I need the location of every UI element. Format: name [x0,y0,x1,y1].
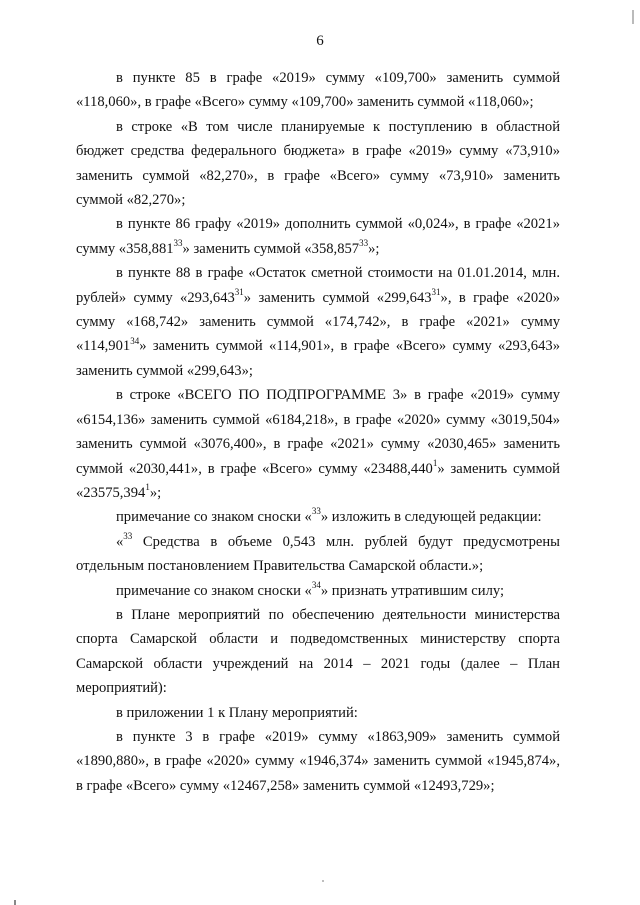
paragraph [76,579,560,603]
paragraph [76,115,560,213]
footnote-ref: 1 [432,457,438,468]
paragraph [76,212,560,261]
paragraph-text: » признать утратившим силу; [320,582,505,599]
footnote-ref: 33 [173,237,183,248]
footnote-ref: 34 [311,579,321,590]
footnote-ref: 33 [359,237,369,248]
paragraph [76,261,560,383]
document-body [76,66,560,798]
paragraph-text: »; [149,484,162,501]
paragraph-text: примечание со знаком сноски « [116,509,312,526]
paragraph-text: »; [368,240,380,257]
paragraph [76,66,560,115]
paragraph-text: в строке «ВСЕГО ПО ПОДПРОГРАММЕ 3» в графе «2019» сумму «6154,136» заменить суммой «6184,218», в графе «2020» сумму «3019,504» заменить суммой «3076,400», в графе «2021» сумму «2030,465» заменить суммой «2030,441», в графе «Всего» сумму «23488,440 [76,387,560,477]
paragraph-text: » заменить суммой «299,643 [243,289,432,306]
footnote-ref: 33 [311,506,321,517]
paragraph-text: в Плане мероприятий по обеспечению деятельности министерства спорта Самарской области и подведомственных министерству спорта Самарской области учреждений на 2014 – 2021 годы (далее – План мероприятий): [76,606,560,697]
paragraph-text: в пункте 85 в графе «2019» сумму «109,700» заменить суммой «118,060», в графе «Всего» сумму «109,700» заменить суммой «118,060»; [76,70,560,111]
footnote-ref: 31 [431,286,441,297]
paragraph-text: Средства в объеме 0,543 млн. рублей будут предусмотрены отдельным постановлением Правительства Самарской области.»; [76,533,560,575]
footnote-ref: 31 [234,286,244,297]
paragraph-text: в пункте 3 в графе «2019» сумму «1863,909» заменить суммой «1890,880», в графе «2020» сумму «1946,374» заменить суммой «1945,874», в графе «Всего» сумму «12467,258» заменить суммой «12493,729»; [76,728,560,794]
scan-edge-mark [632,10,634,24]
footnote-ref: 33 [123,530,133,541]
footnote-ref: 1 [145,482,150,493]
paragraph [76,603,560,701]
paragraph-text: » заменить суммой «114,901», в графе «Всего» сумму «293,643» заменить суммой «299,643»; [76,338,560,379]
paragraph [76,505,560,529]
paragraph-text: » изложить в следующей редакции: [320,509,542,526]
scan-edge-mark-bottom [14,900,16,905]
paragraph-text: в строке «В том числе планируемые к поступлению в областной бюджет средства федерального бюджета» в графе «2019» сумму «73,910» заменить суммой «82,270», в графе «Всего» сумму «73,910» заменить суммой «82,270»; [76,118,560,209]
page-number: 6 [316,33,324,49]
paragraph-text: в приложении 1 к Плану мероприятий: [116,704,358,721]
paragraph-text: в пункте 88 в графе «Остаток сметной стоимости на 01.01.2014, млн. рублей» сумму «293,643 [76,265,560,306]
paragraph [76,701,560,725]
paragraph-text: « [116,533,124,550]
paragraph-text: » заменить суммой «358,857 [182,240,360,257]
scan-dot [322,880,324,882]
paragraph-text: примечание со знаком сноски « [116,582,312,599]
paragraph-text: в пункте 86 графу «2019» дополнить суммой «0,024», в графе «2021» сумму «358,881 [76,216,560,257]
paragraph-text: » заменить суммой «23575,394 [76,460,560,501]
paragraph [76,383,560,505]
footnote-ref: 34 [130,335,140,346]
paragraph-text: », в графе «2020» сумму «168,742» заменить суммой «174,742», в графе «2021» сумму «114,901 [76,289,561,355]
paragraph [76,725,560,798]
paragraph [76,530,560,579]
